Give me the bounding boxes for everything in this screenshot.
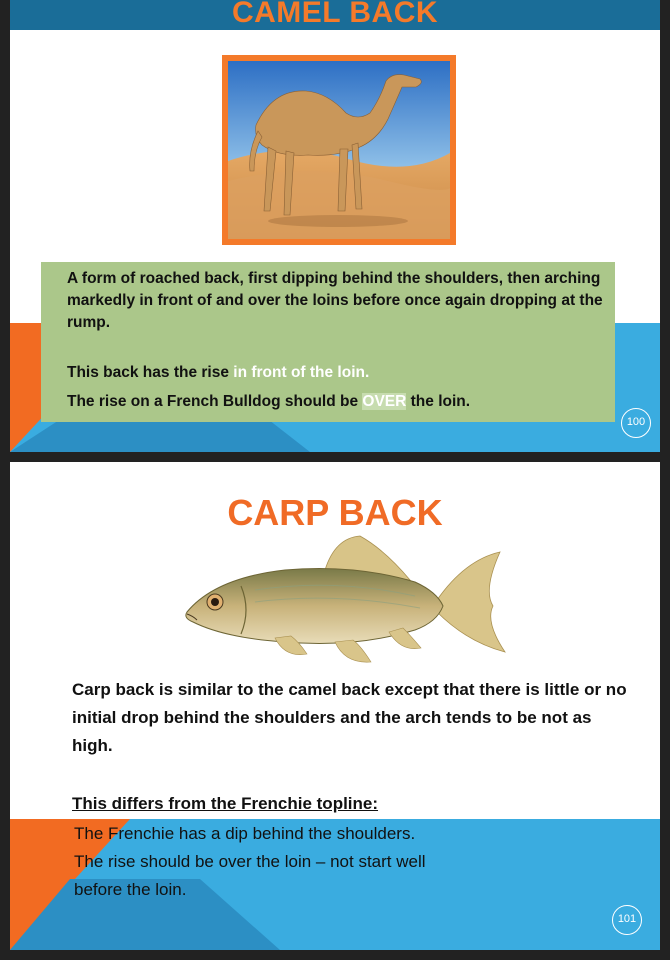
slide-camel-back bbox=[10, 0, 660, 452]
subheading: This differs from the Frenchie topline: bbox=[72, 794, 379, 813]
carp-image bbox=[175, 530, 515, 670]
rise-prefix: This back has the rise bbox=[67, 364, 234, 381]
slide-title: CARP BACK bbox=[227, 492, 443, 533]
topline-line: The Frenchie has a dip behind the shoulders. bbox=[74, 824, 416, 843]
topline-line: The rise should be over the loin – not start well bbox=[74, 852, 426, 871]
slide-title: CAMEL BACK bbox=[231, 0, 439, 29]
rise-line bbox=[67, 362, 605, 384]
frenchie-highlight: OVER bbox=[362, 393, 407, 410]
description-box bbox=[41, 262, 615, 422]
description-text: A form of roached back, first dipping behind the shoulders, then arching markedly in front of and over the loins before once again dropping at the rump. bbox=[67, 270, 603, 331]
camel-photo bbox=[228, 61, 450, 239]
rise-highlight: in front of the loin. bbox=[233, 364, 370, 381]
slide-carp-back bbox=[10, 462, 660, 950]
camel-image bbox=[222, 55, 456, 245]
frenchie-suffix: the loin. bbox=[406, 393, 471, 410]
page-number: 101 bbox=[612, 905, 642, 935]
frenchie-prefix: The rise on a French Bulldog should be bbox=[67, 393, 363, 410]
page-number: 100 bbox=[621, 408, 651, 438]
description-text: Carp back is similar to the camel back except that there is little or no initial drop behind the shoulders and the arch tends to be not as high. bbox=[72, 680, 627, 755]
topline-line: before the loin. bbox=[74, 880, 187, 899]
frenchie-line bbox=[67, 391, 605, 413]
